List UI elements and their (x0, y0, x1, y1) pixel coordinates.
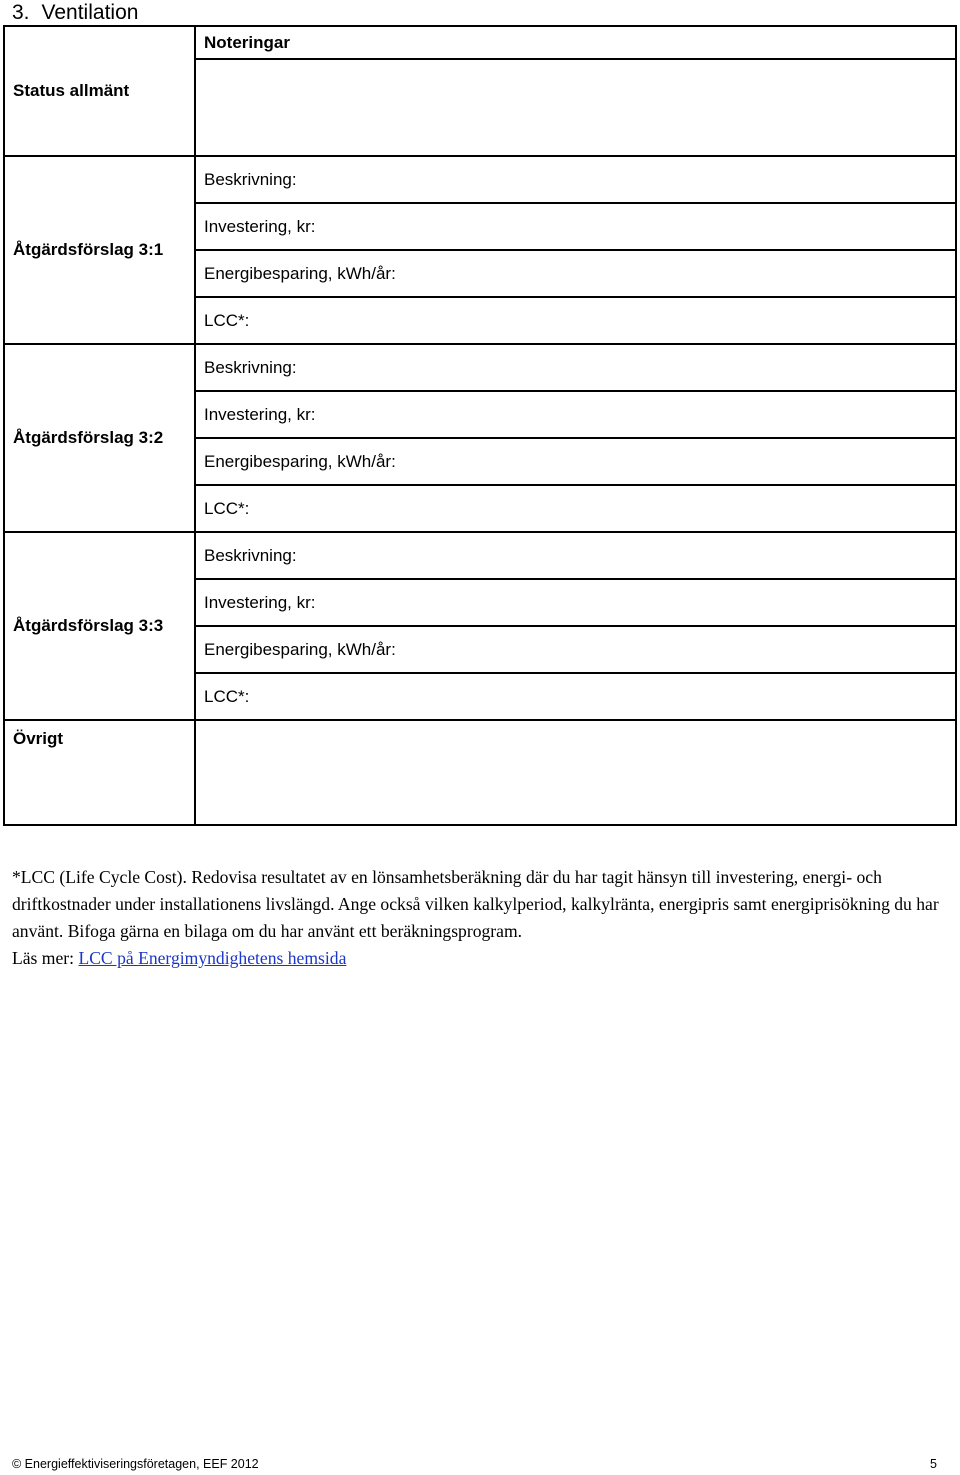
description-field[interactable]: Beskrivning: (195, 532, 956, 579)
investment-field[interactable]: Investering, kr: (195, 203, 956, 250)
lcc-footnote (12, 864, 947, 972)
proposal-label: Åtgärdsförslag 3:1 (4, 156, 195, 344)
table-row (4, 532, 956, 579)
notes-header: Noteringar (195, 26, 956, 59)
investment-field[interactable]: Investering, kr: (195, 391, 956, 438)
description-field[interactable]: Beskrivning: (195, 156, 956, 203)
table-row (4, 156, 956, 203)
lcc-field[interactable]: LCC*: (195, 485, 956, 532)
investment-field[interactable]: Investering, kr: (195, 579, 956, 626)
ventilation-form-table (3, 25, 957, 826)
energimyndigheten-link[interactable]: LCC på Energimyndighetens hemsida (78, 948, 347, 968)
read-more-prefix: Läs mer: (12, 948, 79, 968)
section-number: 3. (12, 1, 30, 24)
page-footer (12, 1456, 937, 1472)
other-label: Övrigt (4, 720, 195, 825)
table-row (4, 26, 956, 59)
section-title (12, 0, 138, 26)
table-row (4, 344, 956, 391)
footnote-text: *LCC (Life Cycle Cost). Redovisa resultatet av en lönsamhetsberäkning där du har tagit hänsyn till investering, energi- och driftkostnader under installationens livslängd. Ange också vilken kalkylperiod, kalkylränta, energipris samt energiprisökning du har använt. Bifoga gärna en bilaga om du har använt ett beräkningsprogram. (12, 867, 939, 941)
copyright-text: © Energieffektiviseringsföretagen, EEF 2012 (12, 1457, 259, 1471)
proposal-label: Åtgärdsförslag 3:3 (4, 532, 195, 720)
energy-saving-field[interactable]: Energibesparing, kWh/år: (195, 250, 956, 297)
table-row (4, 720, 956, 825)
status-label: Status allmänt (4, 26, 195, 156)
energy-saving-field[interactable]: Energibesparing, kWh/år: (195, 438, 956, 485)
section-heading: Ventilation (41, 1, 139, 24)
lcc-field[interactable]: LCC*: (195, 297, 956, 344)
description-field[interactable]: Beskrivning: (195, 344, 956, 391)
status-notes-field[interactable] (195, 59, 956, 156)
proposal-label: Åtgärdsförslag 3:2 (4, 344, 195, 532)
other-field[interactable] (195, 720, 956, 825)
energy-saving-field[interactable]: Energibesparing, kWh/år: (195, 626, 956, 673)
page-number: 5 (930, 1457, 937, 1471)
lcc-field[interactable]: LCC*: (195, 673, 956, 720)
